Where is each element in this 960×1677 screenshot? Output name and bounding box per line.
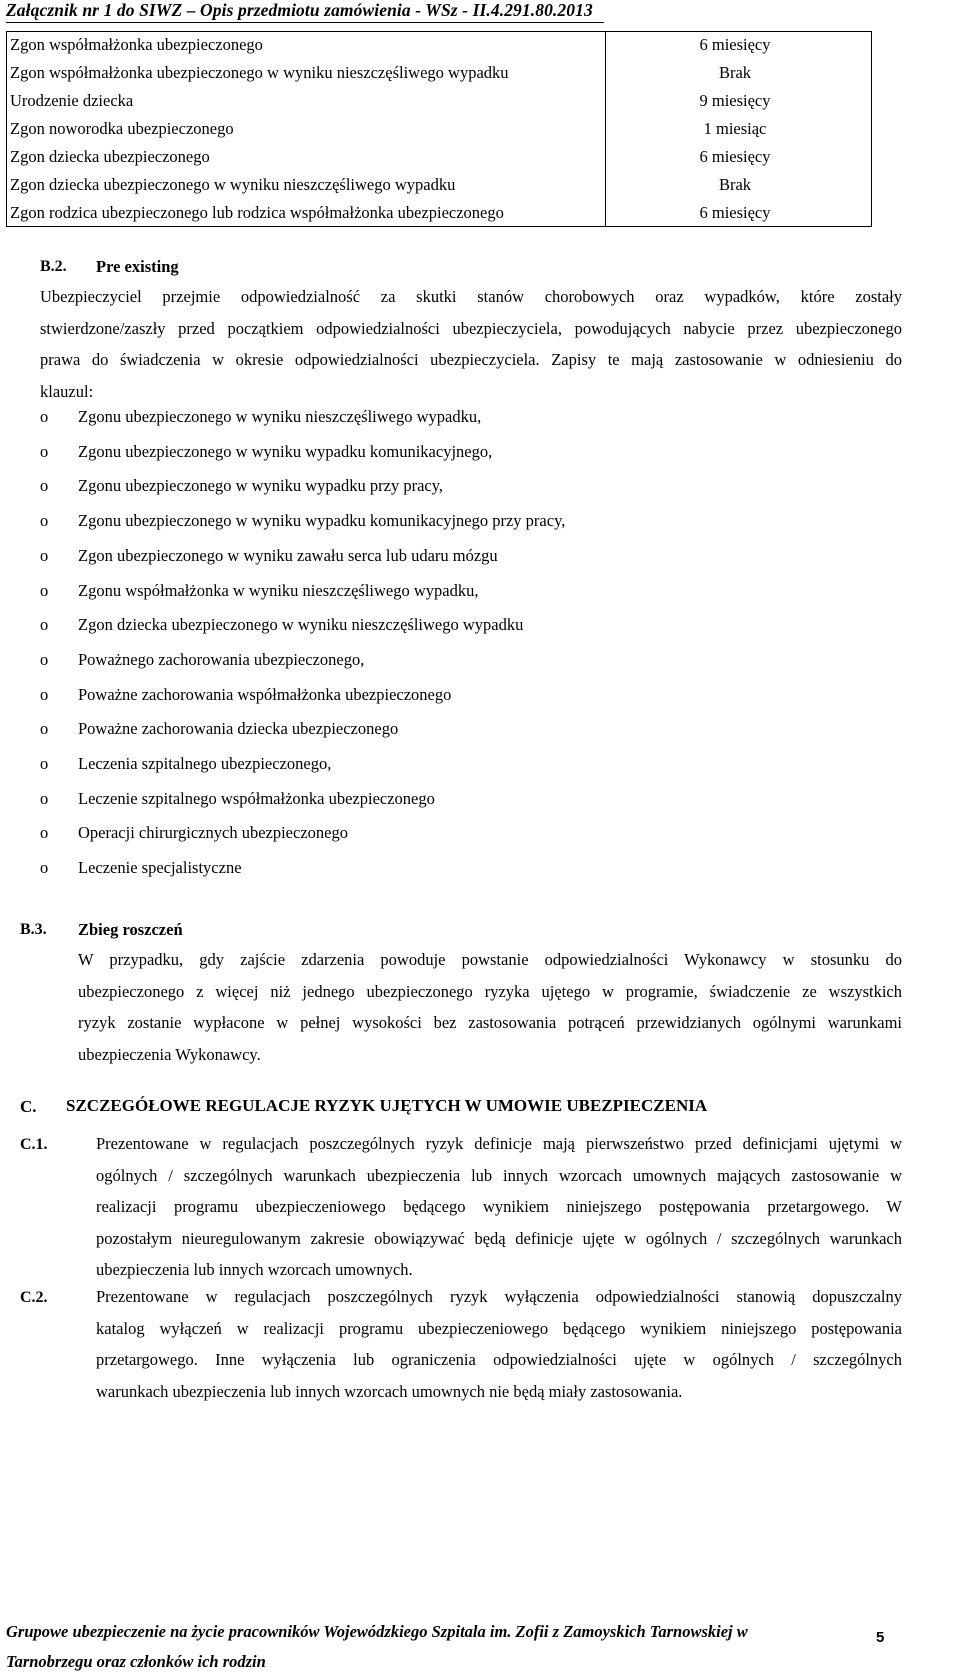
table-row xyxy=(6,171,872,199)
bullet-mark: o xyxy=(40,684,49,704)
section-c2-paragraph xyxy=(96,1281,902,1407)
table-row xyxy=(6,115,872,143)
list-item-text: Leczenie szpitalnego współmałżonka ubezpieczonego xyxy=(78,788,435,808)
section-b2-paragraph xyxy=(40,281,902,407)
paragraph-line: ubezpieczonego z więcej niż jednego ubezpieczonego ryzyka ujętego w programie, świadczenie ze wszystkich xyxy=(78,981,902,1001)
table-cell-event: Urodzenie dziecka xyxy=(10,91,134,110)
header-underline xyxy=(6,22,604,23)
list-item-text: Zgonu współmałżonka w wyniku nieszczęśliwego wypadku, xyxy=(78,580,479,600)
bullet-mark: o xyxy=(40,719,49,739)
footer-line-2: Tarnobrzegu oraz członków ich rodzin xyxy=(6,1652,266,1671)
table-cell-period: 6 miesięcy xyxy=(699,147,771,166)
section-number-c: C. xyxy=(20,1097,37,1116)
paragraph-line: pozostałym nieuregulowanym zakresie obowiązywać będą definicje ujęte w ogólnych / szczególnych warunkach xyxy=(96,1228,902,1248)
section-number-c1: C.1. xyxy=(20,1136,48,1153)
paragraph-line: W przypadku, gdy zajście zdarzenia powoduje powstanie odpowiedzialności Wykonawcy w stosunku do xyxy=(78,950,902,969)
table-cell-event: Zgon noworodka ubezpieczonego xyxy=(10,119,234,138)
table-row xyxy=(6,143,872,171)
list-item-text: Poważnego zachorowania ubezpieczonego, xyxy=(78,649,365,669)
list-item-text: Poważne zachorowania dziecka ubezpieczonego xyxy=(78,719,399,739)
paragraph-line: warunkach ubezpieczenia lub innych wzorcach umownych nie będą miały zastosowania. xyxy=(96,1381,683,1401)
table-cell-event: Zgon rodzica ubezpieczonego lub rodzica współmałżonka ubezpieczonego xyxy=(10,203,504,222)
section-title-c: SZCZEGÓŁOWE REGULACJE RYZYK UJĘTYCH W UMOWIE UBEZPIECZENIA xyxy=(66,1096,708,1115)
bullet-mark: o xyxy=(40,823,49,843)
section-title-b2: Pre existing xyxy=(96,257,179,276)
list-item-text: Leczenie specjalistyczne xyxy=(78,858,242,878)
list-item-text: Zgonu ubezpieczonego w wyniku wypadku komunikacyjnego, xyxy=(78,441,493,461)
table-cell-period: 9 miesięcy xyxy=(699,91,771,110)
table-row xyxy=(6,87,872,115)
paragraph-line: Ubezpieczyciel przejmie odpowiedzialność za skutki stanów chorobowych oraz wypadków, które zostały xyxy=(40,287,902,306)
bullet-mark: o xyxy=(40,441,49,461)
bullet-mark: o xyxy=(40,511,49,531)
section-number-b2: B.2. xyxy=(40,258,67,275)
list-item-text: Zgonu ubezpieczonego w wyniku wypadku komunikacyjnego przy pracy, xyxy=(78,511,566,531)
page-number: 5 xyxy=(876,1629,885,1646)
table-cell-period: Brak xyxy=(718,63,752,82)
table-cell-period: 6 miesięcy xyxy=(699,35,771,54)
section-number-b3: B.3. xyxy=(20,921,47,938)
table-cell-period: 1 miesiąc xyxy=(703,119,767,138)
paragraph-line: realizacji programu ubezpieczeniowego będącego wynikiem niniejszego postępowania przetargowego. W xyxy=(96,1197,902,1216)
section-number-c2: C.2. xyxy=(20,1289,48,1306)
paragraph-line: Prezentowane w regulacjach poszczególnych ryzyk definicje mają pierwszeństwo przed definicjami ujętymi w xyxy=(96,1134,902,1153)
table-cell-event: Zgon współmałżonka ubezpieczonego w wyniku nieszczęśliwego wypadku xyxy=(10,63,509,82)
list-item-text: Zgonu ubezpieczonego w wyniku wypadku przy pracy, xyxy=(78,476,444,496)
bullet-mark: o xyxy=(40,615,49,635)
table-cell-event: Zgon dziecka ubezpieczonego w wyniku nieszczęśliwego wypadku xyxy=(10,175,456,194)
table-column-divider xyxy=(605,31,606,227)
paragraph-line: ogólnych / szczególnych warunkach ubezpieczenia lub innych wzorcach umownych mających zastosowanie w xyxy=(96,1165,902,1185)
table-cell-period: Brak xyxy=(718,175,752,194)
document-header: Załącznik nr 1 do SIWZ – Opis przedmiotu zamówienia - WSz - II.4.291.80.2013 xyxy=(6,0,593,20)
waiting-period-table xyxy=(6,31,872,227)
bullet-mark: o xyxy=(40,407,49,426)
paragraph-line: Prezentowane w regulacjach poszczególnych ryzyk wyłączenia odpowiedzialności stanowią dopuszczalny xyxy=(96,1287,902,1306)
table-row xyxy=(6,59,872,87)
section-title-b3: Zbieg roszczeń xyxy=(78,920,183,939)
paragraph-line: stwierdzone/zaszły przed początkiem odpowiedzialności ubezpieczyciela, powodujących nabycie przez ubezpieczonego xyxy=(40,318,902,338)
table-cell-event: Zgon współmałżonka ubezpieczonego xyxy=(10,35,263,54)
bullet-mark: o xyxy=(40,649,49,669)
list-item-text: Zgon dziecka ubezpieczonego w wyniku nieszczęśliwego wypadku xyxy=(78,615,524,635)
bullet-mark: o xyxy=(40,545,49,565)
paragraph-line: przetargowego. Inne wyłączenia lub ograniczenia odpowiedzialności ujęte w ogólnych / szczególnych xyxy=(96,1350,902,1369)
list-item-text: Operacji chirurgicznych ubezpieczonego xyxy=(78,823,348,843)
document-footer xyxy=(6,1617,826,1677)
bullet-mark: o xyxy=(40,858,49,878)
list-item-text: Poważne zachorowania współmałżonka ubezpieczonego xyxy=(78,684,452,704)
table-row xyxy=(6,199,872,227)
paragraph-line: prawa do świadczenia w okresie odpowiedzialności ubezpieczyciela. Zapisy te mają zastosowanie w odniesieniu do xyxy=(40,350,902,369)
paragraph-line: katalog wyłączeń w realizacji programu ubezpieczeniowego będącego wynikiem niniejszego postępowania xyxy=(96,1318,902,1338)
table-cell-period: 6 miesięcy xyxy=(699,203,771,222)
section-c1-paragraph xyxy=(96,1128,902,1286)
section-b3-paragraph xyxy=(78,944,902,1070)
bullet-mark: o xyxy=(40,476,49,496)
table-cell-event: Zgon dziecka ubezpieczonego xyxy=(10,147,210,166)
list-item-text: Zgon ubezpieczonego w wyniku zawału serca lub udaru mózgu xyxy=(78,545,498,565)
paragraph-line: ubezpieczenia Wykonawcy. xyxy=(78,1044,261,1064)
bullet-mark: o xyxy=(40,580,49,600)
list-item-text: Leczenia szpitalnego ubezpieczonego, xyxy=(78,754,332,773)
table-row xyxy=(6,31,872,59)
paragraph-line: klauzul: xyxy=(40,381,94,401)
paragraph-line: ubezpieczenia lub innych wzorcach umownych. xyxy=(96,1260,413,1279)
footer-line-1: Grupowe ubezpieczenie na życie pracowników Wojewódzkiego Szpitala im. Zofii z Zamoyskich Tarnowskiej w xyxy=(6,1622,748,1641)
paragraph-line: ryzyk zostanie wypłacone w pełnej wysokości bez zastosowania potrąceń przewidzianych ogólnymi warunkami xyxy=(78,1013,902,1032)
bullet-mark: o xyxy=(40,788,49,808)
bullet-mark: o xyxy=(40,754,49,773)
list-item-text: Zgonu ubezpieczonego w wyniku nieszczęśliwego wypadku, xyxy=(78,407,482,426)
